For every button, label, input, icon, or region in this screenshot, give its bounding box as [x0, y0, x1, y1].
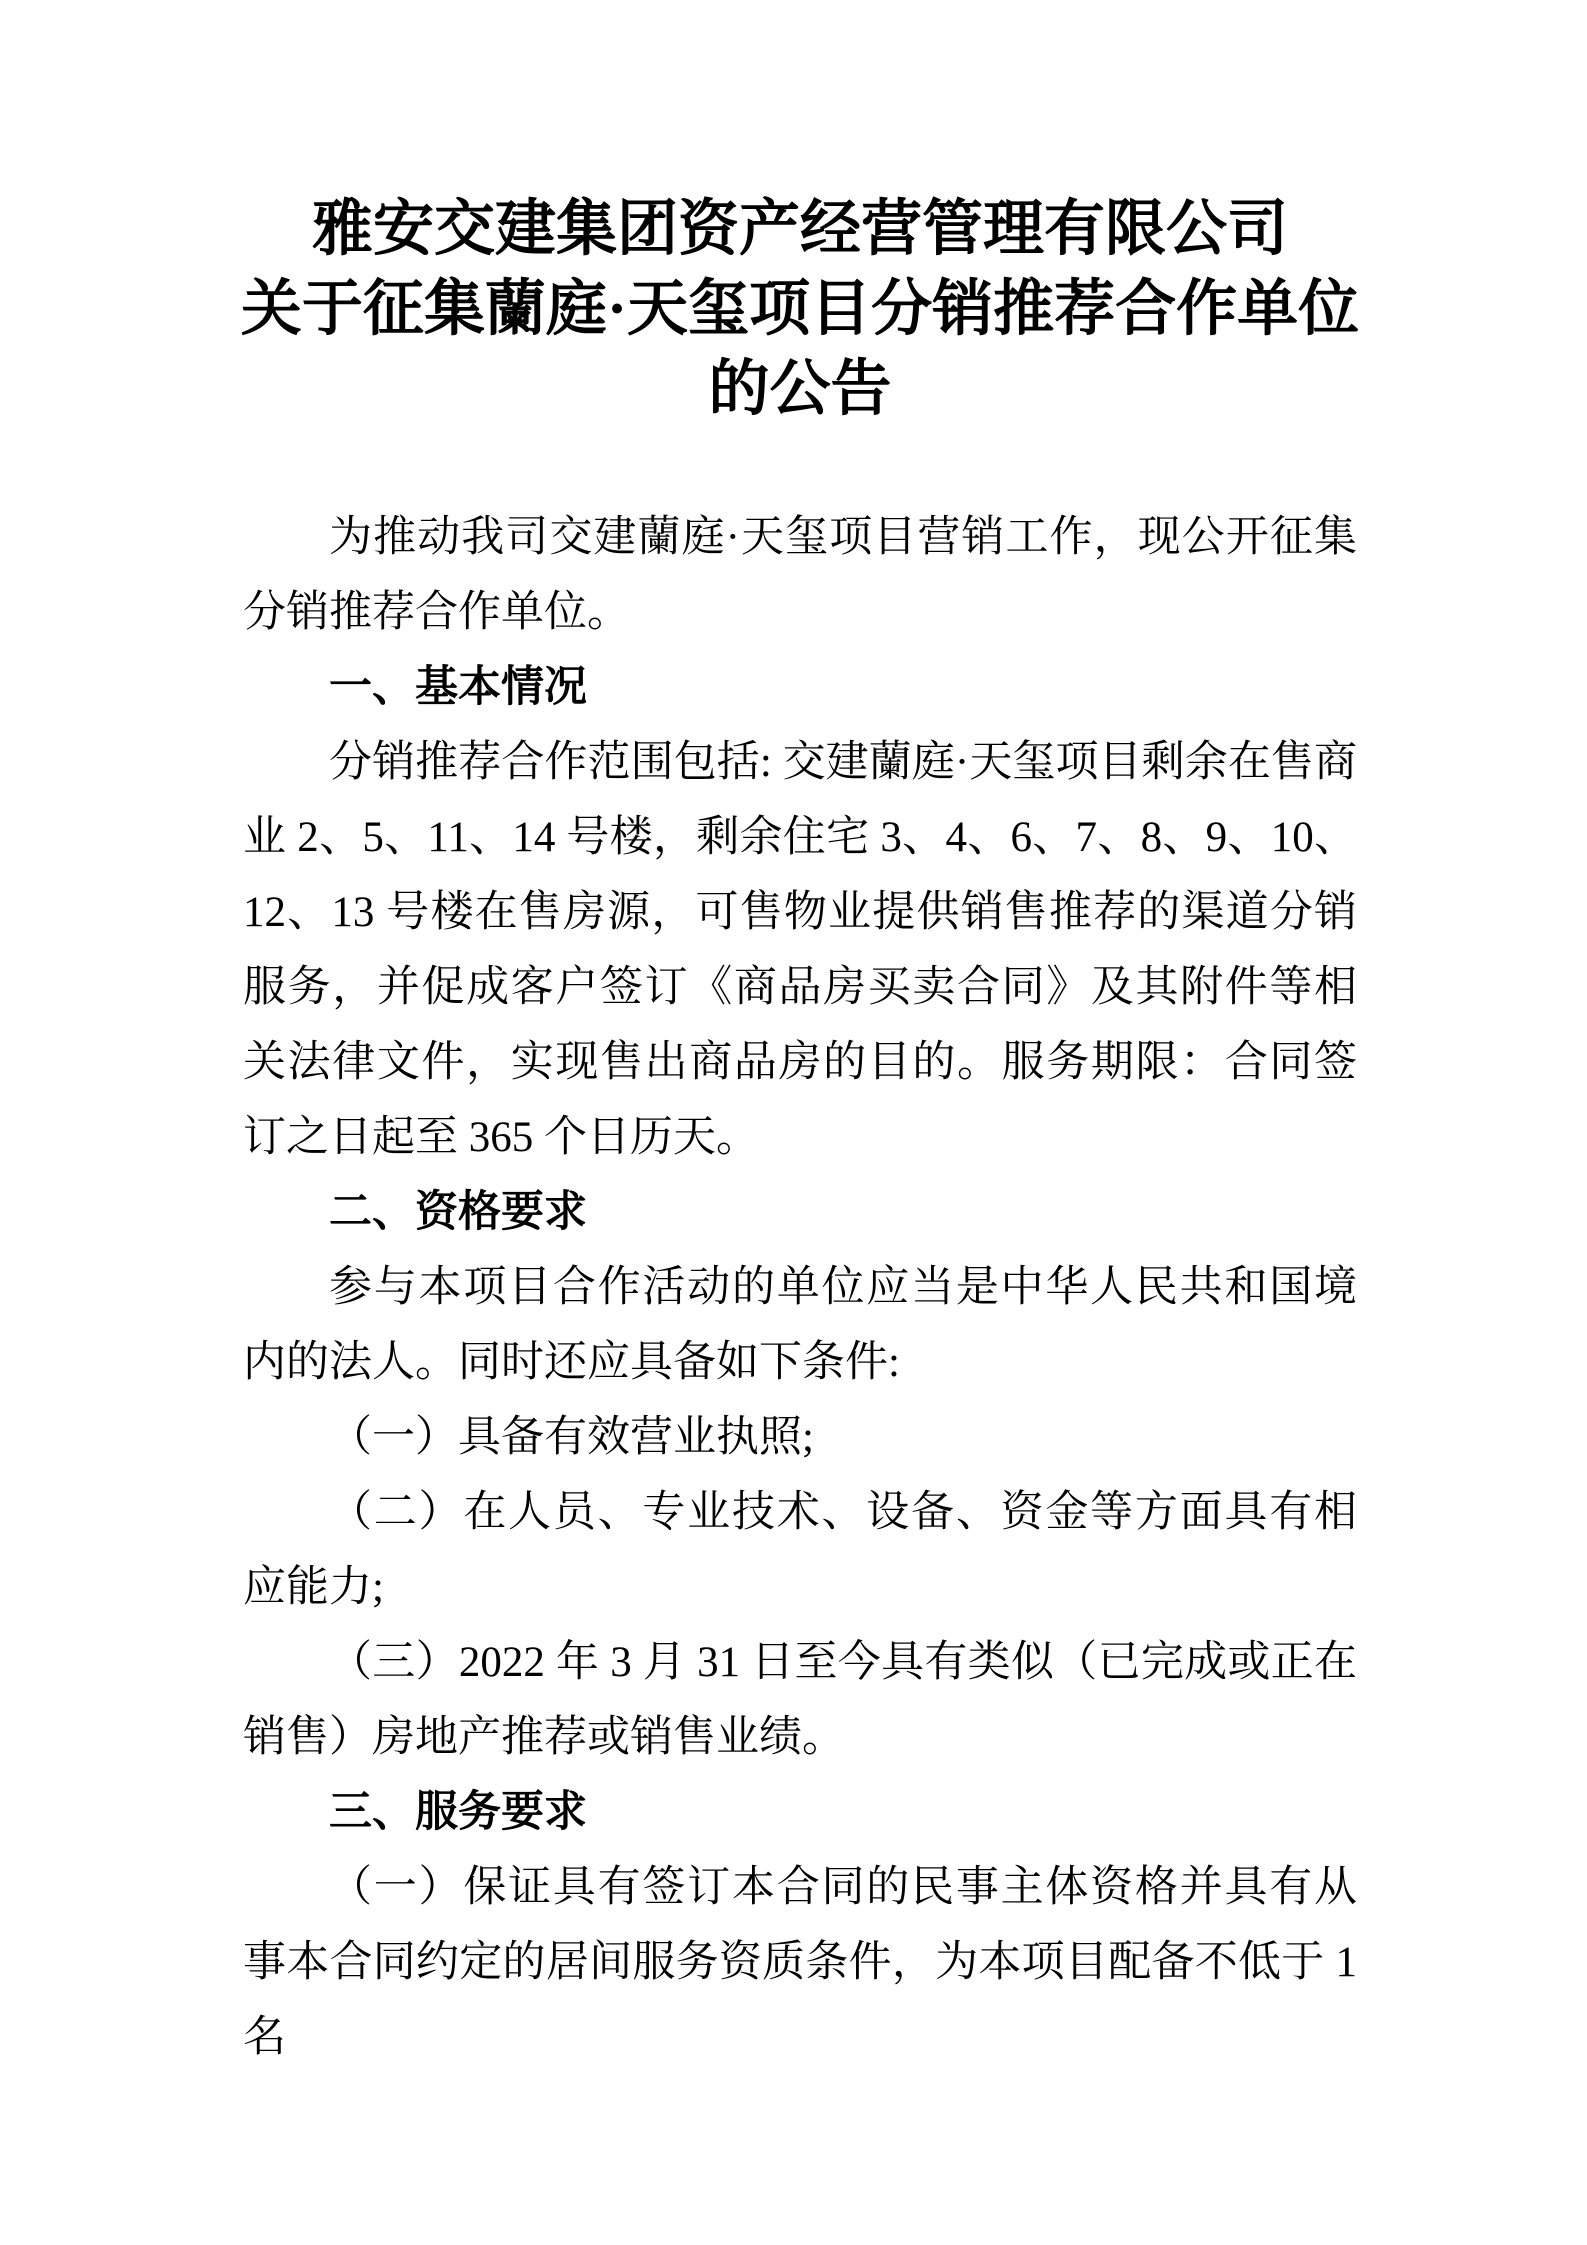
paragraph-qualification-item-2: （二）在人员、专业技术、设备、资金等方面具有相应能力;	[243, 1489, 1357, 1611]
title-line-1: 雅安交建集团资产经营管理有限公司	[311, 196, 1288, 263]
paragraph-qualification-item-1: （一）具备有效营业执照;	[329, 1414, 814, 1461]
paragraph-qualification-intro: 参与本项目合作活动的单位应当是中华人民共和国境内的法人。同时还应具备如下条件:	[243, 1264, 1357, 1386]
paragraph-qualification-item-3: （三）2022 年 3 月 31 日至今具有类似（已完成或正在销售）房地产推荐或销售业绩。	[243, 1639, 1357, 1761]
section-heading-service: 三、服务要求	[329, 1788, 587, 1836]
paragraph-intro: 为推动我司交建蘭庭·天玺项目营销工作，现公开征集分销推荐合作单位。	[243, 514, 1357, 636]
section-heading-basic-info: 一、基本情况	[329, 663, 587, 711]
section-heading-qualification: 二、资格要求	[329, 1188, 587, 1236]
title-line-3: 的公告	[708, 356, 892, 423]
document-title	[223, 190, 1377, 430]
title-line-2: 关于征集蘭庭·天玺项目分销推荐合作单位	[240, 276, 1360, 343]
paragraph-service-item-1: （一）保证具有签订本合同的民事主体资格并具有从事本合同约定的居间服务资质条件，为本项目配备不低于 1 名	[243, 1864, 1357, 2061]
paragraph-basic-info: 分销推荐合作范围包括: 交建蘭庭·天玺项目剩余在售商业 2、5、11、14 号楼，剩余住宅 3、4、6、7、8、9、10、12、13 号楼在售房源，可售物业提供销售推荐的渠道分销服务，并促成客户签订《商品房买卖合同》及其附件等相关法律文件，实现售出商品房的目的。服务期限：合同签订之日起至 365 个日历天。	[243, 739, 1357, 1161]
